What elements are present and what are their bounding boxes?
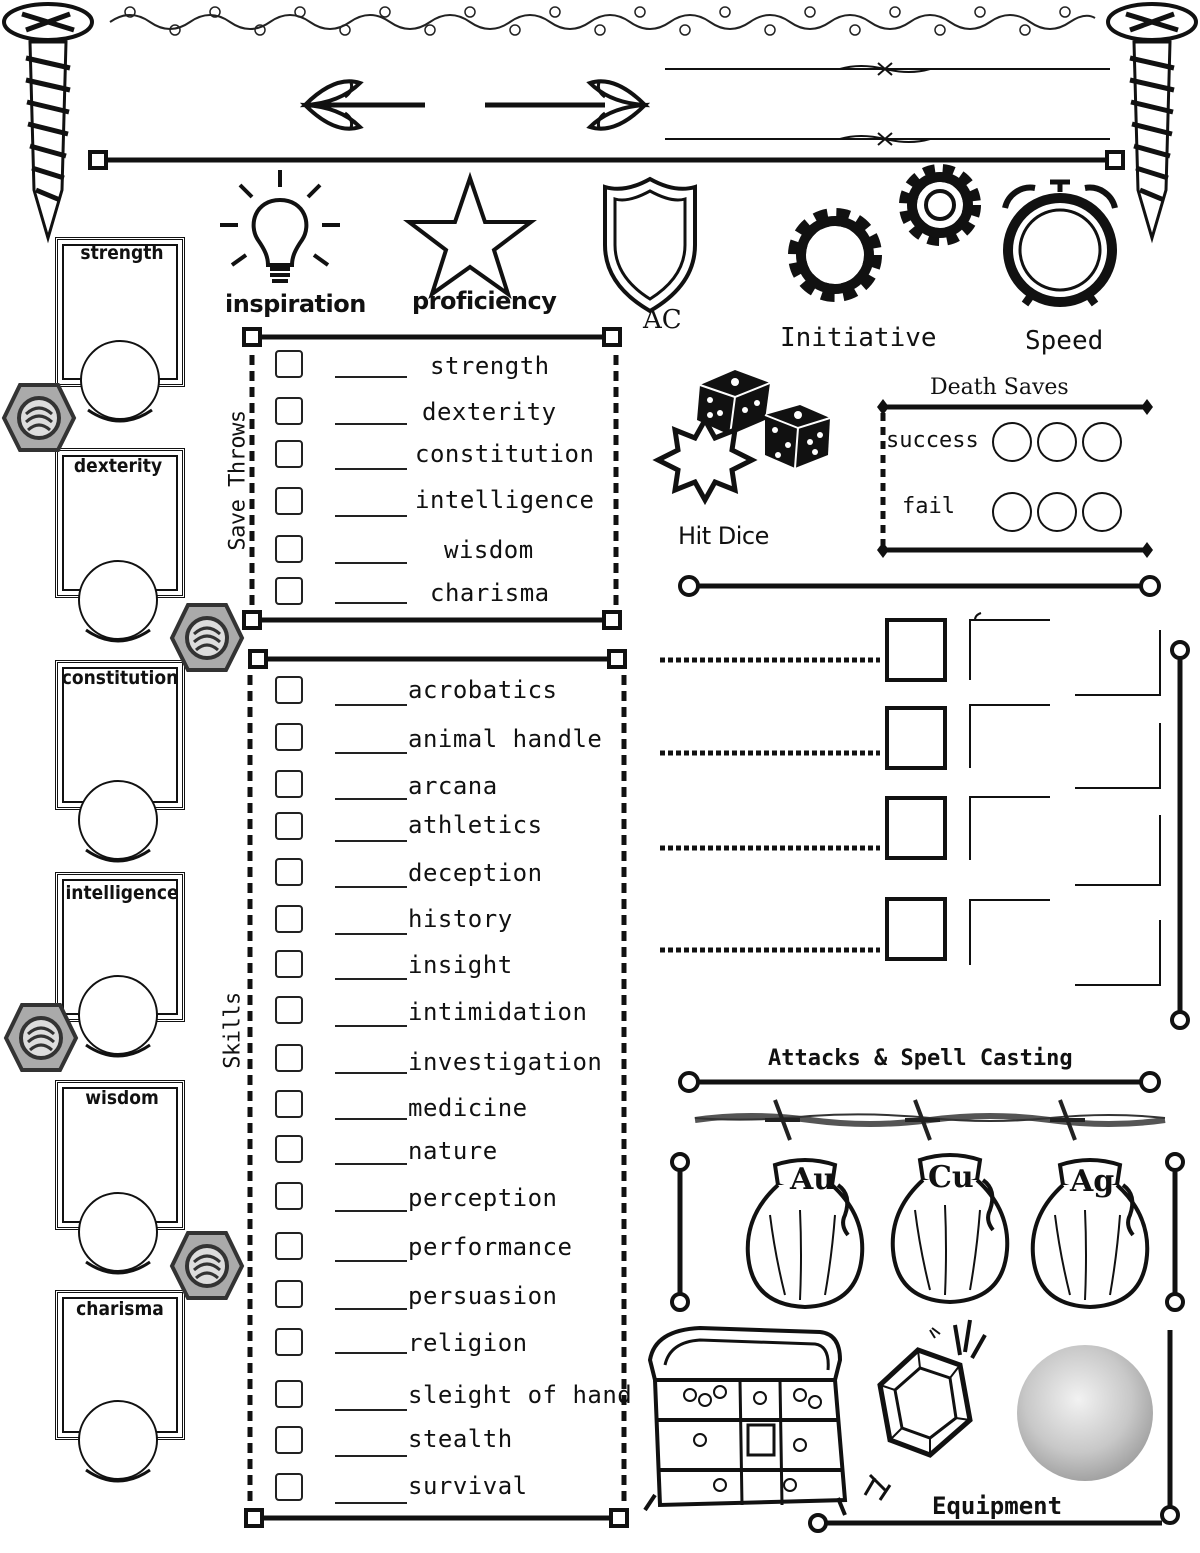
hex-nut-icon	[168, 600, 243, 675]
coin-symbol-silver: Ag	[1070, 1164, 1115, 1199]
ability-name-wisdom: wisdom	[85, 1087, 159, 1109]
save-label-dexterity: dexterity	[422, 398, 557, 426]
skill-label-perception: perception	[408, 1184, 558, 1212]
proficiency-label: proficiency	[412, 287, 557, 315]
skill-label-athletics: athletics	[408, 811, 543, 839]
dice-icon	[660, 355, 840, 535]
header-lines	[660, 55, 1120, 155]
skill-checkbox-animal-handle[interactable]	[275, 723, 303, 751]
save-label-wisdom: wisdom	[444, 536, 534, 564]
ability-name-intelligence: intelligence	[65, 882, 179, 904]
skill-checkbox-stealth[interactable]	[275, 1426, 303, 1454]
lightbulb-icon	[210, 165, 350, 295]
skills-title: Skills	[220, 992, 246, 1069]
skill-label-religion: religion	[408, 1329, 528, 1357]
attacks-title: Attacks & Spell Casting	[768, 1046, 1073, 1071]
skill-checkbox-insight[interactable]	[275, 950, 303, 978]
divider-line	[675, 572, 1165, 602]
skill-value-medicine[interactable]	[335, 1118, 407, 1120]
death-saves-title: Death Saves	[930, 375, 1069, 400]
ability-name-dexterity: dexterity	[73, 455, 163, 477]
death-saves-fail-label: fail	[902, 494, 955, 519]
skill-checkbox-performance[interactable]	[275, 1232, 303, 1260]
skill-checkbox-sleight-of-hand[interactable]	[275, 1380, 303, 1408]
coin-symbol-copper: Cu	[928, 1160, 974, 1195]
death-save-success-1[interactable]	[992, 422, 1032, 462]
skill-value-history[interactable]	[335, 933, 407, 935]
skill-value-athletics[interactable]	[335, 840, 407, 842]
coin-symbol-gold: Au	[790, 1162, 836, 1197]
death-save-fail-2[interactable]	[1037, 492, 1077, 532]
save-checkbox-strength[interactable]	[275, 350, 303, 378]
save-label-strength: strength	[430, 352, 550, 380]
skill-label-stealth: stealth	[408, 1425, 513, 1453]
save-checkbox-wisdom[interactable]	[275, 535, 303, 563]
skill-checkbox-intimidation[interactable]	[275, 996, 303, 1024]
inspiration-label: inspiration	[225, 290, 366, 318]
skill-checkbox-nature[interactable]	[275, 1135, 303, 1163]
death-saves-success-label: success	[886, 428, 979, 453]
save-value-strength[interactable]	[335, 376, 407, 378]
shield-icon	[600, 175, 700, 315]
save-checkbox-constitution[interactable]	[275, 440, 303, 468]
save-value-intelligence[interactable]	[335, 515, 407, 517]
alarm-clock-icon	[995, 178, 1125, 318]
save-checkbox-dexterity[interactable]	[275, 397, 303, 425]
save-label-intelligence: intelligence	[415, 486, 595, 514]
skill-value-religion[interactable]	[335, 1352, 407, 1354]
save-value-charisma[interactable]	[335, 602, 407, 604]
ac-label: AC	[643, 305, 682, 335]
gears-icon	[780, 160, 990, 310]
ability-name-constitution: constitution	[61, 667, 179, 689]
death-save-fail-3[interactable]	[1082, 492, 1122, 532]
skill-label-animal-handle: animal handle	[408, 725, 603, 753]
skill-value-intimidation[interactable]	[335, 1025, 407, 1027]
skill-value-deception[interactable]	[335, 886, 407, 888]
hex-nut-icon	[2, 1000, 77, 1075]
skill-label-investigation: investigation	[408, 1048, 603, 1076]
skill-value-animal-handle[interactable]	[335, 752, 407, 754]
skill-value-persuasion[interactable]	[335, 1308, 407, 1310]
skill-label-medicine: medicine	[408, 1094, 528, 1122]
skill-label-intimidation: intimidation	[408, 998, 588, 1026]
skill-label-acrobatics: acrobatics	[408, 676, 558, 704]
save-checkbox-charisma[interactable]	[275, 577, 303, 605]
laurel-decorations	[0, 0, 200, 1553]
skill-value-arcana[interactable]	[335, 798, 407, 800]
star-icon	[405, 170, 535, 300]
speed-label: Speed	[1025, 326, 1104, 356]
skill-checkbox-history[interactable]	[275, 905, 303, 933]
hex-nut-icon	[0, 380, 75, 455]
skill-checkbox-athletics[interactable]	[275, 812, 303, 840]
skill-value-perception[interactable]	[335, 1210, 407, 1212]
save-checkbox-intelligence[interactable]	[275, 487, 303, 515]
skill-label-history: history	[408, 905, 513, 933]
skill-checkbox-arcana[interactable]	[275, 770, 303, 798]
equipment-label: Equipment	[932, 1492, 1063, 1520]
skill-value-acrobatics[interactable]	[335, 704, 407, 706]
skill-checkbox-investigation[interactable]	[275, 1044, 303, 1072]
skill-value-investigation[interactable]	[335, 1072, 407, 1074]
ability-name-charisma: charisma	[76, 1298, 164, 1320]
ability-name-strength: strength	[80, 242, 164, 264]
save-value-wisdom[interactable]	[335, 562, 407, 564]
death-save-success-3[interactable]	[1082, 422, 1122, 462]
equipment-frame	[800, 1320, 1190, 1540]
skill-checkbox-persuasion[interactable]	[275, 1280, 303, 1308]
barbed-wire-icon	[690, 1090, 1170, 1150]
death-saves-frame	[875, 395, 1155, 565]
skill-value-performance[interactable]	[335, 1260, 407, 1262]
skill-value-sleight-of-hand[interactable]	[335, 1409, 407, 1411]
skill-value-stealth[interactable]	[335, 1455, 407, 1457]
skill-label-nature: nature	[408, 1137, 498, 1165]
skill-checkbox-medicine[interactable]	[275, 1090, 303, 1118]
skill-label-sleight-of-hand: sleight of hand	[408, 1381, 633, 1409]
save-throws-title: Save Throws	[225, 410, 251, 551]
skill-label-persuasion: persuasion	[408, 1282, 558, 1310]
skill-value-survival[interactable]	[335, 1502, 407, 1504]
skill-checkbox-deception[interactable]	[275, 858, 303, 886]
skill-checkbox-survival[interactable]	[275, 1473, 303, 1501]
skill-checkbox-acrobatics[interactable]	[275, 676, 303, 704]
initiative-label: Initiative	[780, 323, 937, 353]
skill-label-performance: performance	[408, 1233, 573, 1261]
skill-label-survival: survival	[408, 1472, 528, 1500]
save-value-dexterity[interactable]	[335, 423, 407, 425]
skill-checkbox-perception[interactable]	[275, 1182, 303, 1210]
name-arrows-decoration	[295, 65, 655, 145]
skill-label-arcana: arcana	[408, 772, 498, 800]
hit-dice-label: Hit Dice	[678, 522, 769, 550]
skill-label-deception: deception	[408, 859, 543, 887]
hex-nut-icon	[168, 1228, 243, 1303]
skill-value-nature[interactable]	[335, 1163, 407, 1165]
save-value-constitution[interactable]	[335, 468, 407, 470]
skill-label-insight: insight	[408, 951, 513, 979]
save-label-constitution: constitution	[415, 440, 595, 468]
skill-value-insight[interactable]	[335, 978, 407, 980]
save-label-charisma: charisma	[430, 579, 550, 607]
attack-rows	[655, 605, 1200, 1035]
death-save-success-2[interactable]	[1037, 422, 1077, 462]
skill-checkbox-religion[interactable]	[275, 1328, 303, 1356]
death-save-fail-1[interactable]	[992, 492, 1032, 532]
